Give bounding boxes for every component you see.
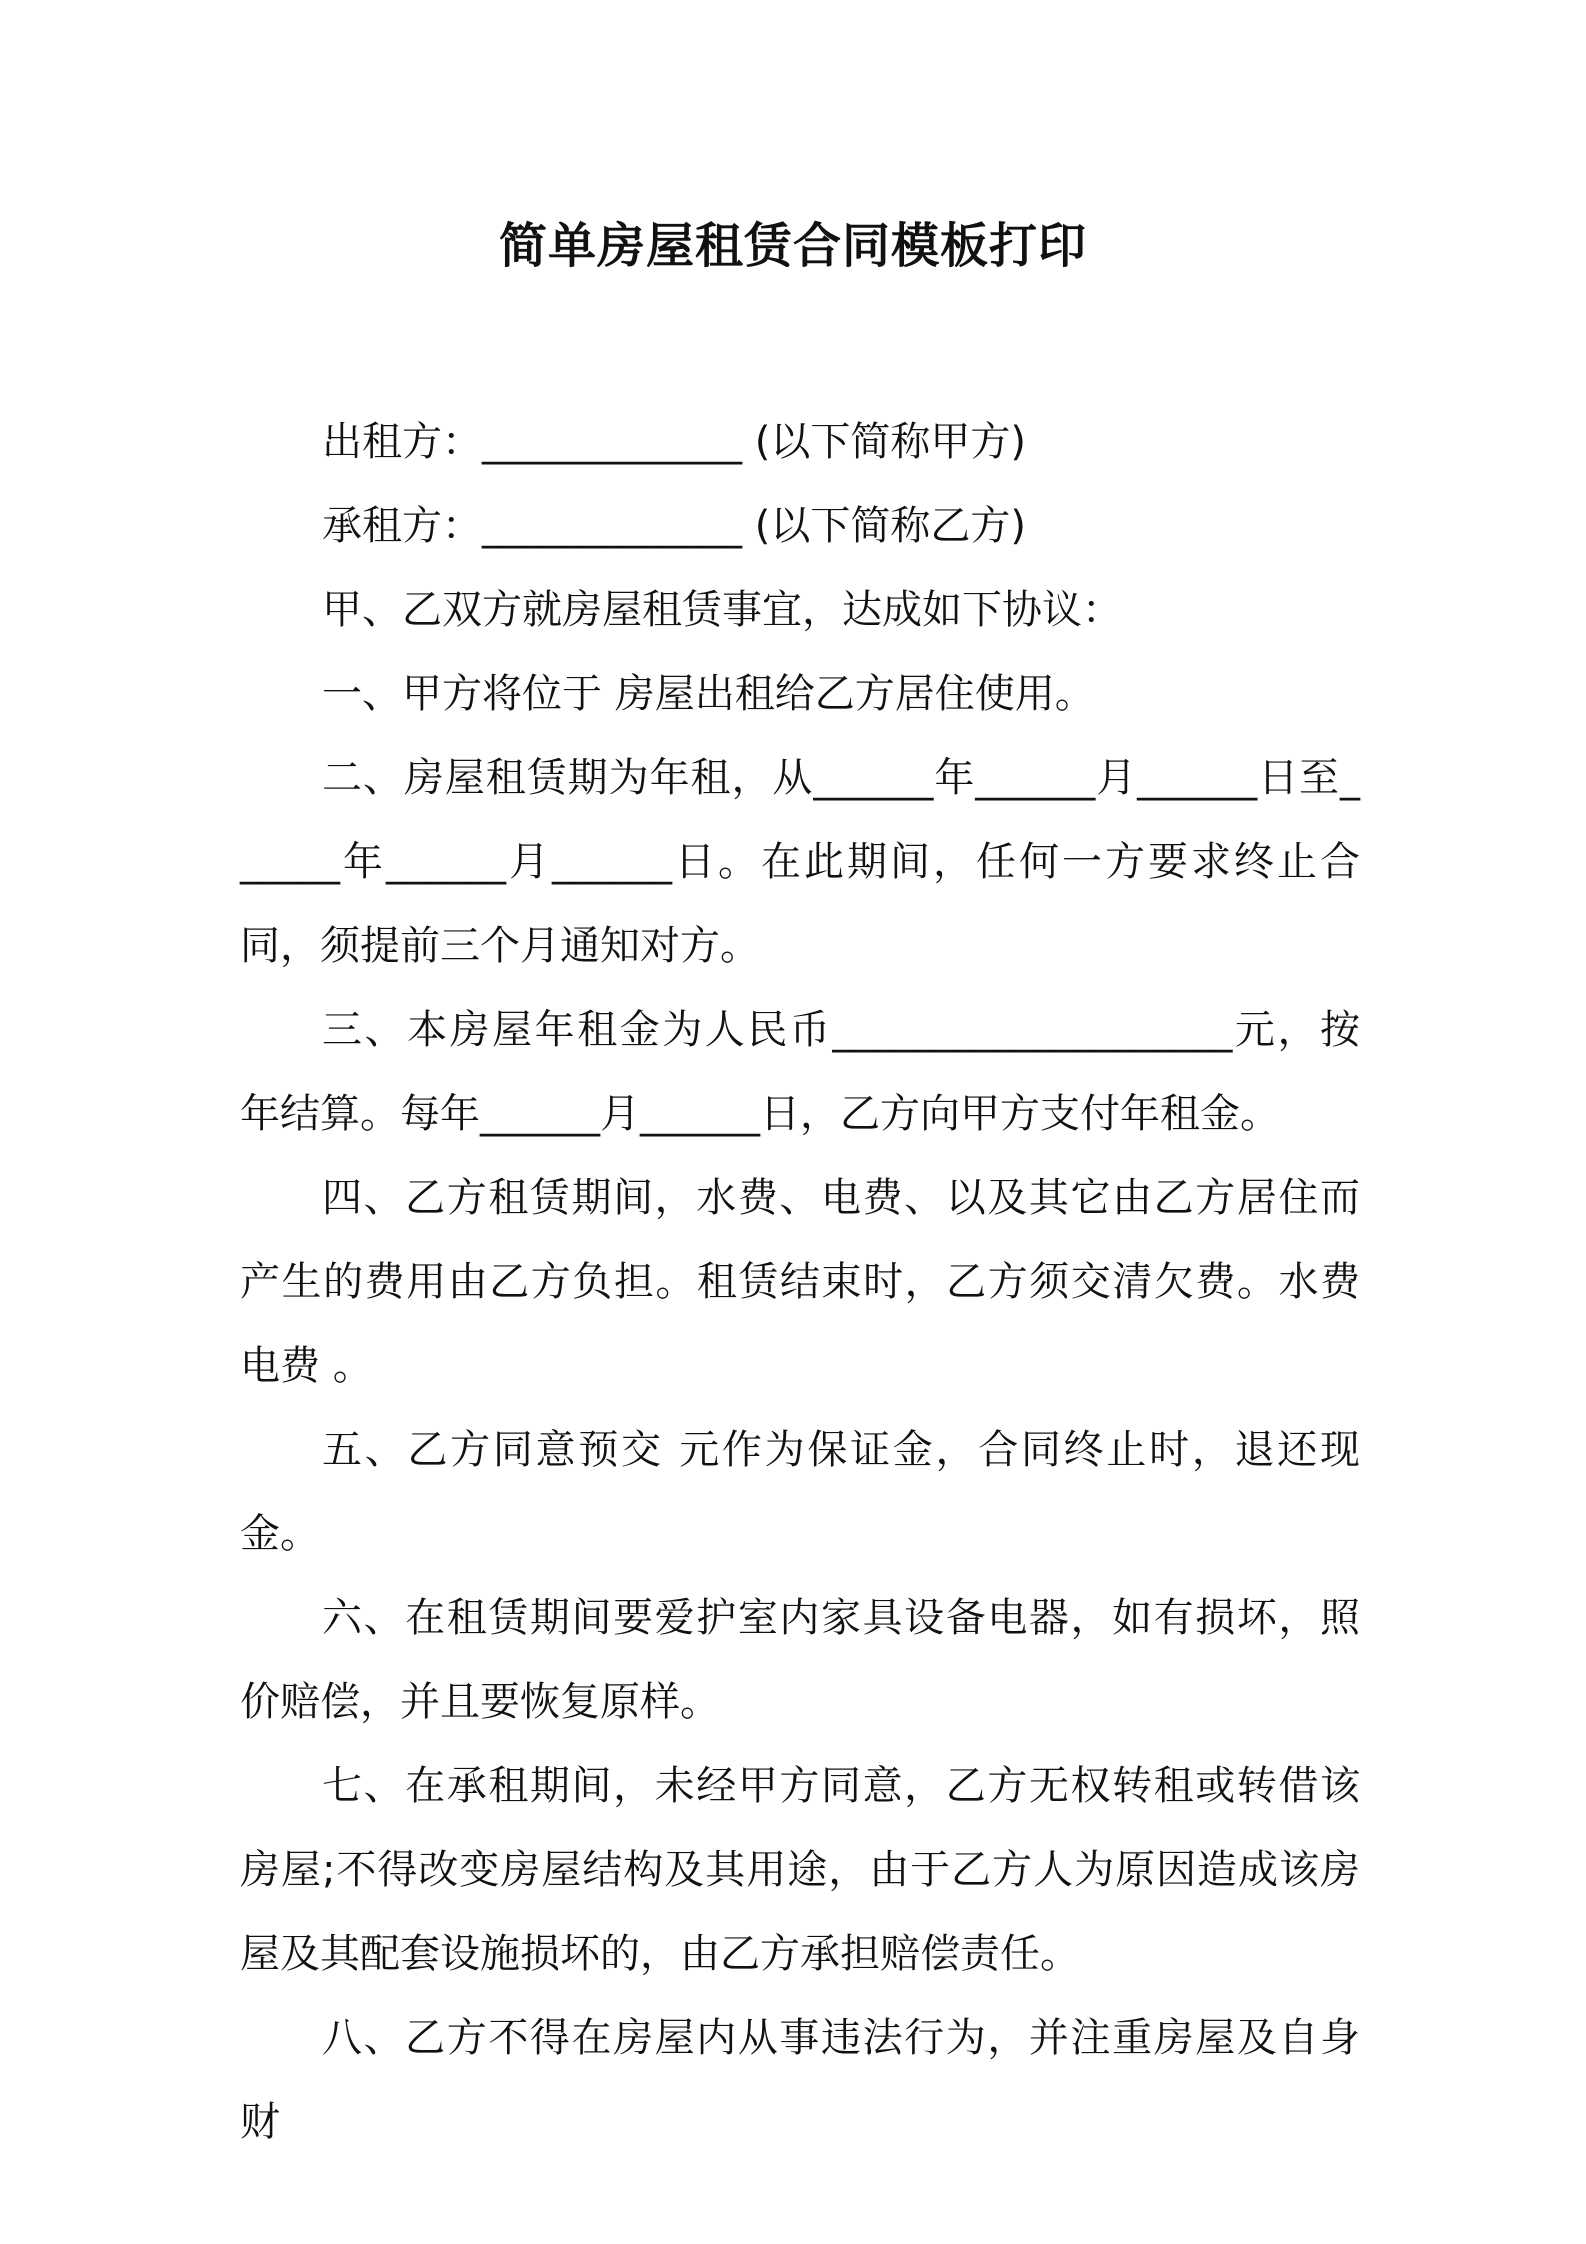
document-body (240, 400, 1360, 2164)
paragraph-clause-5: 五、乙方同意预交 元作为保证金，合同终止时，退还现金。 (240, 1427, 1360, 1557)
paragraph-agreement-intro: 甲、乙双方就房屋租赁事宜，达成如下协议： (322, 587, 1122, 633)
paragraph-clause-2: 二、房屋租赁期为年租，从______年______月______日至______年______月______日。在此期间，任何一方要求终止合同，须提前三个月通知对方。 (240, 755, 1360, 969)
paragraph-clause-6: 六、在租赁期间要爱护室内家具设备电器，如有损坏，照价赔偿，并且要恢复原样。 (240, 1595, 1360, 1725)
paragraph-clause-8: 八、乙方不得在房屋内从事违法行为，并注重房屋及自身财 (240, 2015, 1360, 2145)
paragraph-lessee: 承租方：_____________ (以下简称乙方) (322, 503, 1026, 549)
paragraph-lessor: 出租方：_____________ (以下简称甲方) (322, 419, 1026, 465)
paragraph-clause-3: 三、本房屋年租金为人民币____________________元，按年结算。每年______月______日，乙方向甲方支付年租金。 (240, 1007, 1360, 1137)
paragraph-clause-1: 一、甲方将位于 房屋出租给乙方居住使用。 (322, 671, 1095, 717)
paragraph-clause-4: 四、乙方租赁期间，水费、电费、以及其它由乙方居住而产生的费用由乙方负担。租赁结束时，乙方须交清欠费。水费 电费 。 (240, 1175, 1360, 1389)
document-title: 简单房屋租赁合同模板打印 (498, 218, 1087, 274)
paragraph-clause-7: 七、在承租期间，未经甲方同意，乙方无权转租或转借该房屋;不得改变房屋结构及其用途，由于乙方人为原因造成该房屋及其配套设施损坏的，由乙方承担赔偿责任。 (240, 1763, 1360, 1977)
